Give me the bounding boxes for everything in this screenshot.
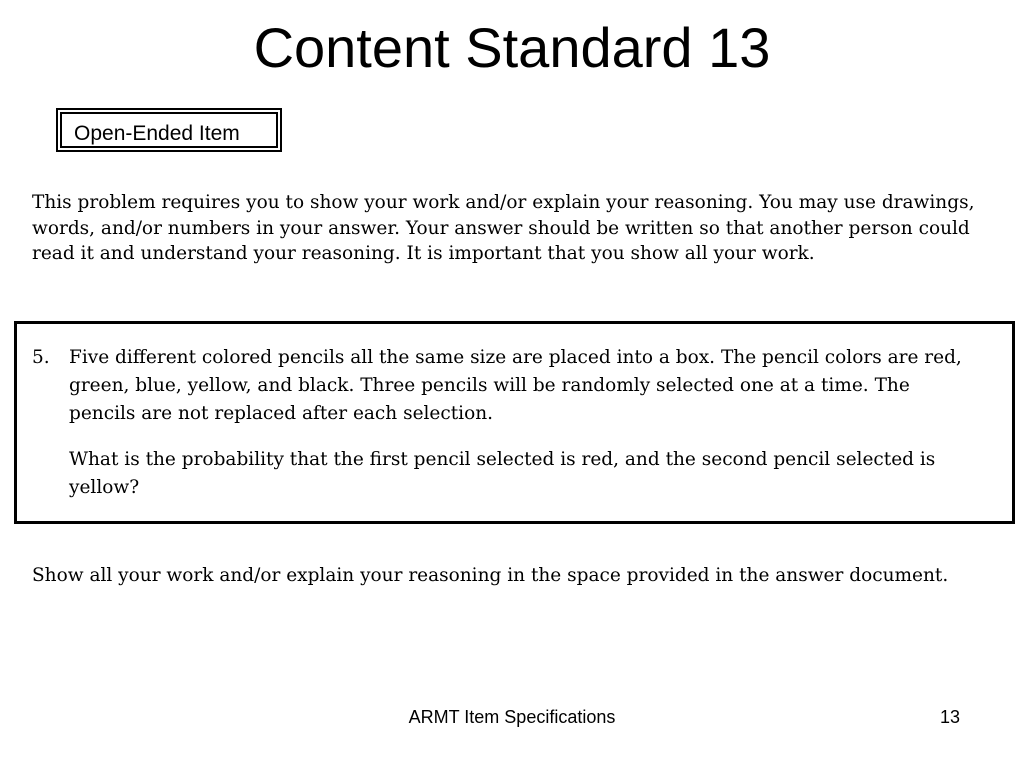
question-number: 5. [32,347,50,368]
slide-title: Content Standard 13 [253,16,771,79]
footer-title: ARMT Item Specifications [408,707,616,727]
instructions-paragraph: This problem requires you to show your work and/or explain your reasoning. You may use drawings, words, and/or numbers in your answer. Your answer should be written so that another person could read it and understand your reasoning. It is important that you show all your work. [32,192,975,264]
item-type-box [56,108,282,152]
page-number: 13 [939,707,961,727]
response-instructions: Show all your work and/or explain your reasoning in the space provided in the answer document. [32,565,949,586]
question-box [14,321,1015,524]
question-text: Five different colored pencils all the same size are placed into a box. The pencil colors are red, green, blue, yellow, and black. Three pencils will be randomly selected one at a time. The pencils are not replaced after each selection. [69,347,962,424]
question-prompt: What is the probability that the first pencil selected is red, and the second pencil selected is yellow? [69,449,936,498]
item-type-label: Open-Ended Item [74,122,240,145]
